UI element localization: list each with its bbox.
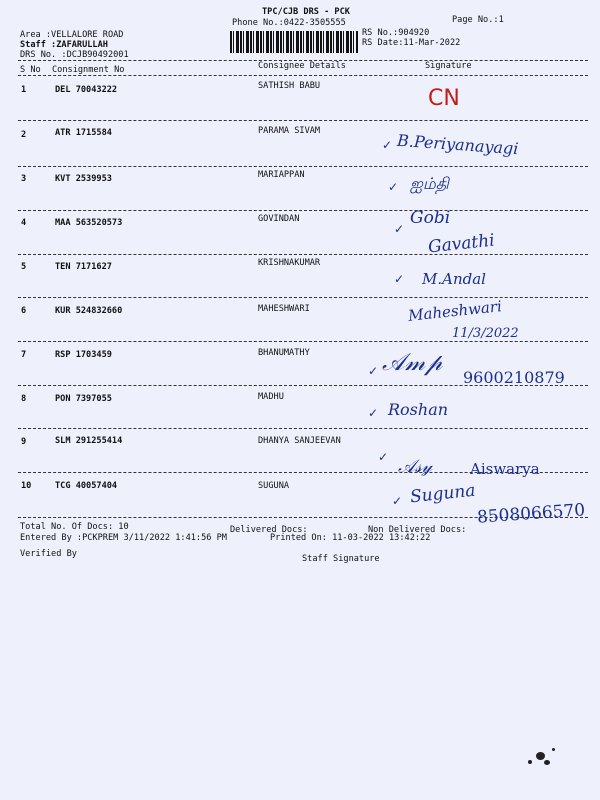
page-number: Page No.:1 (452, 15, 504, 25)
row-sno: 5 (21, 262, 27, 272)
rs-date: RS Date:11-Mar-2022 (362, 38, 461, 48)
delivered-docs: Delivered Docs: (230, 525, 308, 535)
row-consignee: SUGUNA (258, 481, 290, 491)
tick-icon: ✓ (388, 180, 399, 194)
row-consignment: TCG 40057404 (55, 481, 118, 491)
row-consignee: PARAMA SIVAM (258, 126, 321, 136)
row-sno: 1 (21, 85, 27, 95)
barcode-image (230, 31, 358, 53)
signature-row-3: ஐம்தி (410, 174, 449, 193)
tick-icon: ✓ (368, 364, 379, 378)
tick-icon: ✓ (368, 406, 379, 420)
signature-row-7-scribble: 𝒜𝓂𝓅 (382, 348, 443, 376)
row-consignment: ATR 1715584 (55, 128, 112, 138)
tick-icon: ✓ (394, 222, 405, 236)
row-divider (18, 428, 588, 429)
tick-icon: ✓ (394, 272, 405, 286)
row-consignee: MADHU (258, 392, 284, 402)
signature-row-6b: 11/3/2022 (452, 326, 519, 341)
rs-number: RS No.:904920 (362, 28, 430, 38)
row-consignee: KRISHNAKUMAR (258, 258, 321, 268)
printed-on: Printed On: 11-03-2022 13:42:22 (270, 533, 431, 543)
signature-row-10a: Suguna (409, 480, 477, 508)
row-consignee: BHANUMATHY (258, 348, 310, 358)
signature-row-6a: Maheshwari (407, 297, 503, 325)
document-title: TPC/CJB DRS - PCK (262, 7, 350, 17)
row-sno: 7 (21, 350, 27, 360)
row-consignment: TEN 7171627 (55, 262, 112, 272)
row-consignment: KVT 2539953 (55, 174, 112, 184)
signature-row-9-scribble: 𝒜𝓈𝓎 (398, 456, 433, 477)
row-sno: 9 (21, 437, 27, 447)
non-delivered-docs: Non Delivered Docs: (368, 525, 467, 535)
row-divider (18, 254, 588, 255)
row-sno: 3 (21, 174, 27, 184)
column-header-consignment: Consignment No (52, 65, 125, 75)
row-sno: 8 (21, 394, 27, 404)
column-header-consignee: Consignee Details (258, 61, 346, 71)
row-sno: 10 (21, 481, 32, 491)
row-consignment: DEL 70043222 (55, 85, 118, 95)
staff-signature: Staff Signature (302, 554, 380, 564)
row-consignment: PON 7397055 (55, 394, 112, 404)
signature-row-7-phone: 9600210879 (463, 368, 565, 387)
row-consignee: MARIAPPAN (258, 170, 305, 180)
row-sno: 2 (21, 130, 27, 140)
row-consignment: RSP 1703459 (55, 350, 112, 360)
signature-row-2: B.Periyanayagi (396, 130, 519, 159)
row-divider (18, 341, 588, 342)
row-consignee: SATHISH BABU (258, 81, 321, 91)
ink-spot (552, 748, 555, 751)
divider (18, 75, 588, 76)
drs-number: DRS No. :DCJB90492001 (20, 50, 129, 60)
row-consignee: MAHESHWARI (258, 304, 310, 314)
row-divider (18, 166, 588, 167)
staff-label: Staff :ZAFARULLAH (20, 40, 108, 50)
row-consignee: DHANYA SANJEEVAN (258, 436, 341, 446)
signature-row-10b: 8508066570 (476, 500, 586, 528)
signature-row-1: CN (428, 86, 460, 111)
signature-row-4a: Gobi (410, 208, 451, 228)
ink-spot (528, 760, 532, 764)
row-sno: 4 (21, 218, 27, 228)
entered-by: Entered By :PCKPREM 3/11/2022 1:41:56 PM (20, 533, 227, 543)
tick-icon: ✓ (382, 138, 393, 152)
row-consignment: SLM 291255414 (55, 436, 123, 446)
signature-row-8: Roshan (388, 400, 449, 419)
total-docs: Total No. Of Docs: 10 (20, 522, 129, 532)
phone-number: Phone No.:0422-3505555 (232, 18, 346, 28)
signature-row-5: M.Andal (422, 270, 486, 288)
row-consignee: GOVINDAN (258, 214, 300, 224)
area-label: Area :VELLALORE ROAD (20, 30, 124, 40)
verified-by: Verified By (20, 549, 77, 559)
row-divider (18, 297, 588, 298)
row-divider (18, 120, 588, 121)
tick-icon: ✓ (392, 494, 403, 508)
column-header-sno: S No (20, 65, 41, 75)
row-sno: 6 (21, 306, 27, 316)
signature-row-4b: Gavathi (427, 230, 496, 258)
ink-spot (536, 752, 545, 760)
tick-icon: ✓ (378, 450, 389, 464)
signature-row-9: Aiswarya (470, 460, 540, 478)
ink-spot (544, 760, 550, 765)
row-consignment: KUR 524832660 (55, 306, 123, 316)
row-divider (18, 210, 588, 211)
column-header-signature: Signature (425, 61, 472, 71)
row-consignment: MAA 563520573 (55, 218, 123, 228)
